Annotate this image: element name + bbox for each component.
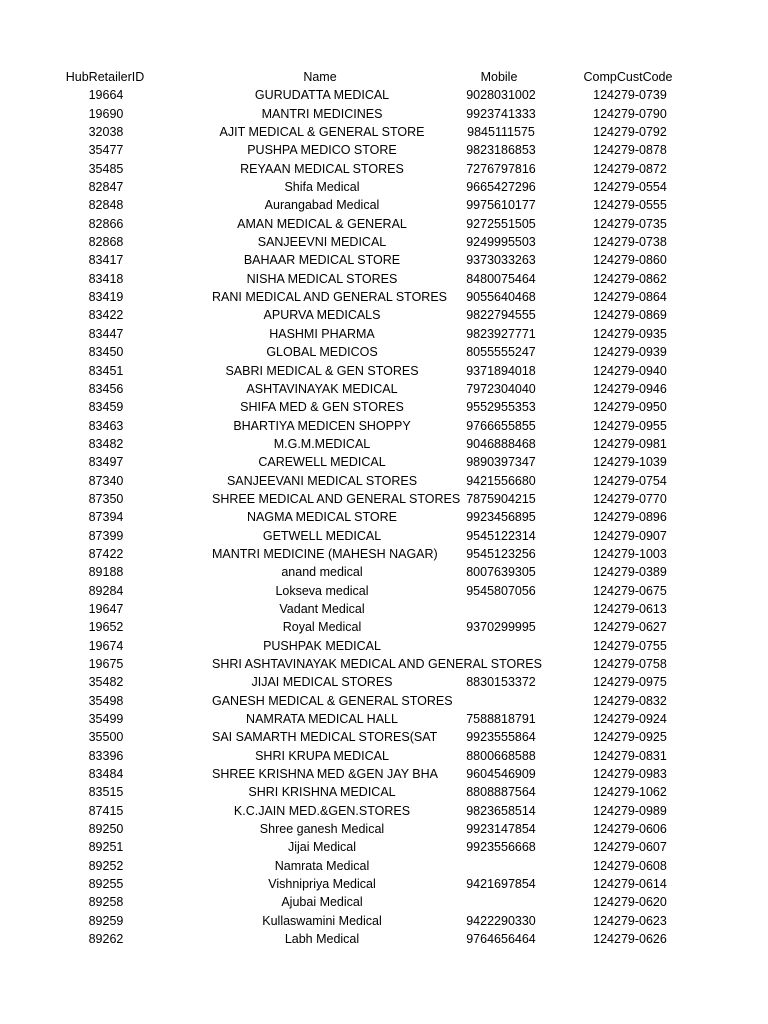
cell-compcustcode: 124279-0735 xyxy=(593,216,667,231)
cell-hubretailerid: 19652 xyxy=(88,620,124,635)
cell-hubretailerid: 89259 xyxy=(88,913,124,928)
cell-mobile: 9028031002 xyxy=(466,88,536,103)
cell-compcustcode: 124279-0608 xyxy=(593,858,667,873)
cell-hubretailerid: 89258 xyxy=(88,895,124,910)
cell-compcustcode: 124279-0792 xyxy=(593,125,667,140)
table-row xyxy=(0,893,768,911)
cell-compcustcode: 124279-0739 xyxy=(593,88,667,103)
cell-name: PUSHPA MEDICO STORE xyxy=(247,143,397,158)
cell-hubretailerid: 83418 xyxy=(88,271,124,286)
cell-name: Shree ganesh Medical xyxy=(259,822,385,837)
table-row xyxy=(0,728,768,746)
cell-mobile: 9890397347 xyxy=(466,455,536,470)
cell-mobile: 9422290330 xyxy=(466,913,536,928)
cell-mobile: 9552955353 xyxy=(466,400,536,415)
cell-compcustcode: 124279-0869 xyxy=(593,308,667,323)
table-row xyxy=(0,196,768,214)
cell-mobile: 9371894018 xyxy=(466,363,536,378)
table-row xyxy=(0,343,768,361)
cell-mobile xyxy=(432,692,570,710)
cell-mobile: 8800668588 xyxy=(466,748,536,763)
cell-mobile: 9923147854 xyxy=(466,822,536,837)
cell-name: K.C.JAIN MED.&GEN.STORES xyxy=(233,803,411,818)
cell-mobile: 9923741333 xyxy=(466,106,536,121)
cell-hubretailerid: 83447 xyxy=(88,326,124,341)
cell-name: NAGMA MEDICAL STORE xyxy=(246,510,398,525)
cell-compcustcode: 124279-0935 xyxy=(593,326,667,341)
cell-name: SHRI KRISHNA MEDICAL xyxy=(248,785,396,800)
cell-compcustcode: 124279-0983 xyxy=(593,767,667,782)
cell-hubretailerid: 83451 xyxy=(88,363,124,378)
cell-name: NISHA MEDICAL STORES xyxy=(246,271,398,286)
cell-name: anand medical xyxy=(281,565,363,580)
cell-name: Lokseva medical xyxy=(275,583,369,598)
cell-name: HASHMI PHARMA xyxy=(269,326,375,341)
cell-mobile: 9823186853 xyxy=(466,143,536,158)
cell-mobile xyxy=(432,893,570,911)
cell-hubretailerid: 89188 xyxy=(88,565,124,580)
cell-hubretailerid: 89252 xyxy=(88,858,124,873)
cell-hubretailerid: 35482 xyxy=(88,675,124,690)
cell-hubretailerid: 82848 xyxy=(88,198,124,213)
cell-compcustcode: 124279-0907 xyxy=(593,528,667,543)
cell-compcustcode: 124279-0832 xyxy=(593,693,667,708)
table-row xyxy=(0,692,768,710)
table-row xyxy=(0,783,768,801)
cell-compcustcode: 124279-0872 xyxy=(593,161,667,176)
table-row xyxy=(0,563,768,581)
table-row xyxy=(0,105,768,123)
cell-mobile: 9923456895 xyxy=(466,510,536,525)
table-row xyxy=(0,802,768,820)
cell-compcustcode: 124279-0939 xyxy=(593,345,667,360)
cell-hubretailerid: 87422 xyxy=(88,546,124,561)
cell-mobile: 9055640468 xyxy=(466,290,536,305)
cell-compcustcode: 124279-0925 xyxy=(593,730,667,745)
spreadsheet-table xyxy=(0,68,768,949)
table-row xyxy=(0,380,768,398)
table-row xyxy=(0,251,768,269)
cell-mobile: 9545123256 xyxy=(466,546,536,561)
table-row xyxy=(0,325,768,343)
cell-compcustcode: 124279-0770 xyxy=(593,491,667,506)
cell-mobile xyxy=(432,637,570,655)
cell-compcustcode: 124279-0738 xyxy=(593,235,667,250)
cell-hubretailerid: 89255 xyxy=(88,877,124,892)
cell-name: Vadant Medical xyxy=(279,601,365,616)
cell-hubretailerid: 35500 xyxy=(88,730,124,745)
cell-mobile: 9665427296 xyxy=(466,180,536,195)
table-row xyxy=(0,362,768,380)
cell-mobile: 9272551505 xyxy=(466,216,536,231)
cell-hubretailerid: 82868 xyxy=(88,235,124,250)
cell-hubretailerid: 83422 xyxy=(88,308,124,323)
cell-hubretailerid: 83459 xyxy=(88,400,124,415)
cell-name: MANTRI MEDICINES xyxy=(261,106,383,121)
cell-hubretailerid: 83515 xyxy=(88,785,124,800)
cell-hubretailerid: 83419 xyxy=(88,290,124,305)
cell-mobile: 9845111575 xyxy=(467,125,535,140)
cell-name: Royal Medical xyxy=(282,620,362,635)
table-row xyxy=(0,600,768,618)
cell-mobile: 7972304040 xyxy=(466,381,536,396)
cell-compcustcode: 124279-0755 xyxy=(593,638,667,653)
cell-hubretailerid: 87394 xyxy=(88,510,124,525)
cell-hubretailerid: 89284 xyxy=(88,583,124,598)
cell-compcustcode: 124279-0940 xyxy=(593,363,667,378)
cell-hubretailerid: 87350 xyxy=(88,491,124,506)
cell-mobile xyxy=(432,600,570,618)
cell-name: SANJEEVANI MEDICAL STORES xyxy=(226,473,418,488)
table-row xyxy=(0,490,768,508)
cell-name: CAREWELL MEDICAL xyxy=(258,455,386,470)
table-row xyxy=(0,160,768,178)
cell-mobile: 9249995503 xyxy=(466,235,536,250)
header-compcustcode: CompCustCode xyxy=(583,70,673,84)
cell-mobile: 8808887564 xyxy=(466,785,536,800)
cell-name: Ajubai Medical xyxy=(281,895,363,910)
cell-mobile: 9923555864 xyxy=(466,730,536,745)
cell-name: SHRI ASHTAVINAYAK MEDICAL AND GENERAL STORES xyxy=(212,657,542,671)
cell-compcustcode: 124279-1062 xyxy=(593,785,667,800)
cell-mobile: 9823658514 xyxy=(466,803,536,818)
cell-name: ASHTAVINAYAK MEDICAL xyxy=(246,381,398,396)
cell-compcustcode: 124279-1039 xyxy=(593,455,667,470)
table-row xyxy=(0,233,768,251)
cell-mobile: 8480075464 xyxy=(466,271,536,286)
cell-mobile: 7875904215 xyxy=(466,491,536,506)
cell-name: BAHAAR MEDICAL STORE xyxy=(243,253,401,268)
table-row xyxy=(0,123,768,141)
cell-compcustcode: 124279-0675 xyxy=(593,583,667,598)
cell-compcustcode: 124279-0975 xyxy=(593,675,667,690)
cell-mobile: 7276797816 xyxy=(466,161,536,176)
table-row xyxy=(0,710,768,728)
cell-name: Vishnipriya Medical xyxy=(268,877,376,892)
cell-name: GURUDATTA MEDICAL xyxy=(254,88,390,103)
cell-name: Namrata Medical xyxy=(274,858,370,873)
table-row xyxy=(0,637,768,655)
table-row xyxy=(0,435,768,453)
table-row xyxy=(0,673,768,691)
table-row xyxy=(0,508,768,526)
cell-hubretailerid: 87399 xyxy=(88,528,124,543)
cell-mobile: 8830153372 xyxy=(466,675,536,690)
cell-hubretailerid: 89251 xyxy=(88,840,124,855)
cell-name: SANJEEVNI MEDICAL xyxy=(257,235,387,250)
table-row xyxy=(0,912,768,930)
cell-compcustcode: 124279-0627 xyxy=(593,620,667,635)
table-row xyxy=(0,747,768,765)
cell-name: SHRI KRUPA MEDICAL xyxy=(255,748,389,763)
cell-hubretailerid: 89250 xyxy=(88,822,124,837)
cell-name: RANI MEDICAL AND GENERAL STORES xyxy=(212,290,448,305)
cell-name: JIJAI MEDICAL STORES xyxy=(251,675,393,690)
table-body xyxy=(0,86,768,948)
table-row xyxy=(0,838,768,856)
cell-mobile: 9421697854 xyxy=(466,877,536,892)
cell-compcustcode: 124279-0989 xyxy=(593,803,667,818)
cell-hubretailerid: 83456 xyxy=(88,381,124,396)
cell-mobile: 9604546909 xyxy=(466,767,536,782)
cell-hubretailerid: 83482 xyxy=(88,436,124,451)
cell-hubretailerid: 87340 xyxy=(88,473,124,488)
cell-mobile: 7588818791 xyxy=(466,712,536,727)
table-row xyxy=(0,472,768,490)
cell-name: MANTRI MEDICINE (MAHESH NAGAR) xyxy=(212,546,438,561)
cell-hubretailerid: 19675 xyxy=(88,657,124,671)
table-row xyxy=(0,215,768,233)
cell-mobile: 8007639305 xyxy=(466,565,536,580)
cell-compcustcode: 124279-0554 xyxy=(593,180,667,195)
cell-name: Kullaswamini Medical xyxy=(262,913,382,928)
cell-compcustcode: 124279-0924 xyxy=(593,712,667,727)
table-row xyxy=(0,178,768,196)
table-row xyxy=(0,417,768,435)
header-hubretailerid: HubRetailerID xyxy=(65,70,145,84)
cell-name: GLOBAL MEDICOS xyxy=(266,345,378,360)
cell-name: Aurangabad Medical xyxy=(264,198,380,213)
table-row xyxy=(0,875,768,893)
cell-hubretailerid: 82866 xyxy=(88,216,124,231)
cell-compcustcode: 124279-0860 xyxy=(593,253,667,268)
cell-mobile: 9823927771 xyxy=(466,326,536,341)
table-row xyxy=(0,288,768,306)
table-row xyxy=(0,141,768,159)
cell-name: REYAAN MEDICAL STORES xyxy=(240,161,404,176)
table-row xyxy=(0,618,768,636)
header-row xyxy=(0,68,768,86)
cell-compcustcode: 124279-0758 xyxy=(593,657,667,671)
table-row xyxy=(0,270,768,288)
table-row xyxy=(0,545,768,563)
cell-compcustcode: 124279-0955 xyxy=(593,418,667,433)
cell-mobile: 9046888468 xyxy=(466,436,536,451)
cell-compcustcode: 124279-0606 xyxy=(593,822,667,837)
cell-mobile xyxy=(432,857,570,875)
cell-hubretailerid: 35499 xyxy=(88,712,124,727)
table-row xyxy=(0,655,768,673)
cell-mobile: 9764656464 xyxy=(466,932,536,947)
cell-compcustcode: 124279-0831 xyxy=(593,748,667,763)
cell-name: M.G.M.MEDICAL xyxy=(273,436,371,451)
cell-compcustcode: 124279-0878 xyxy=(593,143,667,158)
cell-hubretailerid: 35485 xyxy=(88,161,124,176)
cell-hubretailerid: 83484 xyxy=(88,767,124,782)
cell-compcustcode: 124279-0862 xyxy=(593,271,667,286)
cell-compcustcode: 124279-0614 xyxy=(593,877,667,892)
cell-compcustcode: 124279-0864 xyxy=(593,290,667,305)
cell-name: Shifa Medical xyxy=(284,180,360,195)
cell-hubretailerid: 87415 xyxy=(88,803,124,818)
table-row xyxy=(0,930,768,948)
cell-mobile: 9370299995 xyxy=(466,620,536,635)
header-name: Name xyxy=(303,70,337,84)
table-row xyxy=(0,582,768,600)
header-mobile: Mobile xyxy=(480,70,518,84)
cell-compcustcode: 124279-0946 xyxy=(593,381,667,396)
cell-hubretailerid: 19674 xyxy=(88,638,124,653)
cell-hubretailerid: 35477 xyxy=(88,143,124,158)
cell-compcustcode: 124279-0754 xyxy=(593,473,667,488)
cell-name: GETWELL MEDICAL xyxy=(262,528,382,543)
cell-hubretailerid: 83417 xyxy=(88,253,124,268)
cell-name: AJIT MEDICAL & GENERAL STORE xyxy=(219,125,425,140)
cell-compcustcode: 124279-0607 xyxy=(593,840,667,855)
cell-mobile: 9923556668 xyxy=(466,840,536,855)
cell-name: SHREE KRISHNA MED &GEN JAY BHA xyxy=(212,767,438,782)
table-row xyxy=(0,857,768,875)
table-row xyxy=(0,306,768,324)
cell-mobile: 9421556680 xyxy=(466,473,536,488)
cell-name: SHIFA MED & GEN STORES xyxy=(240,400,404,415)
table-row xyxy=(0,453,768,471)
cell-name: SHREE MEDICAL AND GENERAL STORES xyxy=(212,491,461,506)
cell-mobile xyxy=(432,655,570,673)
cell-name: PUSHPAK MEDICAL xyxy=(263,638,381,653)
cell-hubretailerid: 35498 xyxy=(88,693,124,708)
cell-compcustcode: 124279-0623 xyxy=(593,913,667,928)
table-row xyxy=(0,820,768,838)
cell-mobile: 9545807056 xyxy=(466,583,536,598)
cell-compcustcode: 124279-1003 xyxy=(593,546,667,561)
cell-hubretailerid: 32038 xyxy=(88,125,124,140)
cell-name: Jijai Medical xyxy=(287,840,357,855)
cell-compcustcode: 124279-0790 xyxy=(593,106,667,121)
cell-compcustcode: 124279-0613 xyxy=(593,601,667,616)
cell-mobile: 9545122314 xyxy=(466,528,536,543)
table-row xyxy=(0,765,768,783)
cell-hubretailerid: 19690 xyxy=(88,106,124,121)
cell-hubretailerid: 83463 xyxy=(88,418,124,433)
cell-compcustcode: 124279-0950 xyxy=(593,400,667,415)
cell-hubretailerid: 89262 xyxy=(88,932,124,947)
cell-hubretailerid: 83450 xyxy=(88,345,124,360)
table-row xyxy=(0,86,768,104)
cell-name: AMAN MEDICAL & GENERAL xyxy=(237,216,407,231)
cell-compcustcode: 124279-0981 xyxy=(593,436,667,451)
cell-hubretailerid: 19647 xyxy=(88,601,124,616)
cell-compcustcode: 124279-0389 xyxy=(593,565,667,580)
cell-compcustcode: 124279-0555 xyxy=(593,198,667,213)
cell-hubretailerid: 83396 xyxy=(88,748,124,763)
cell-name: APURVA MEDICALS xyxy=(263,308,381,323)
cell-name: Labh Medical xyxy=(284,932,360,947)
table-row xyxy=(0,527,768,545)
cell-name: SABRI MEDICAL & GEN STORES xyxy=(225,363,419,378)
cell-mobile: 9373033263 xyxy=(466,253,536,268)
cell-compcustcode: 124279-0620 xyxy=(593,895,667,910)
cell-name: NAMRATA MEDICAL HALL xyxy=(246,712,398,727)
cell-compcustcode: 124279-0896 xyxy=(593,510,667,525)
cell-mobile: 9822794555 xyxy=(466,308,536,323)
cell-mobile: 9766655855 xyxy=(466,418,536,433)
cell-name: GANESH MEDICAL & GENERAL STORES xyxy=(212,693,453,708)
cell-name: BHARTIYA MEDICEN SHOPPY xyxy=(233,418,411,433)
table-row xyxy=(0,398,768,416)
cell-hubretailerid: 19664 xyxy=(88,88,124,103)
cell-compcustcode: 124279-0626 xyxy=(593,932,667,947)
cell-mobile: 9975610177 xyxy=(466,198,536,213)
cell-name: SAI SAMARTH MEDICAL STORES(SAT xyxy=(212,730,438,745)
cell-hubretailerid: 82847 xyxy=(88,180,124,195)
cell-hubretailerid: 83497 xyxy=(88,455,124,470)
cell-mobile: 8055555247 xyxy=(466,345,536,360)
